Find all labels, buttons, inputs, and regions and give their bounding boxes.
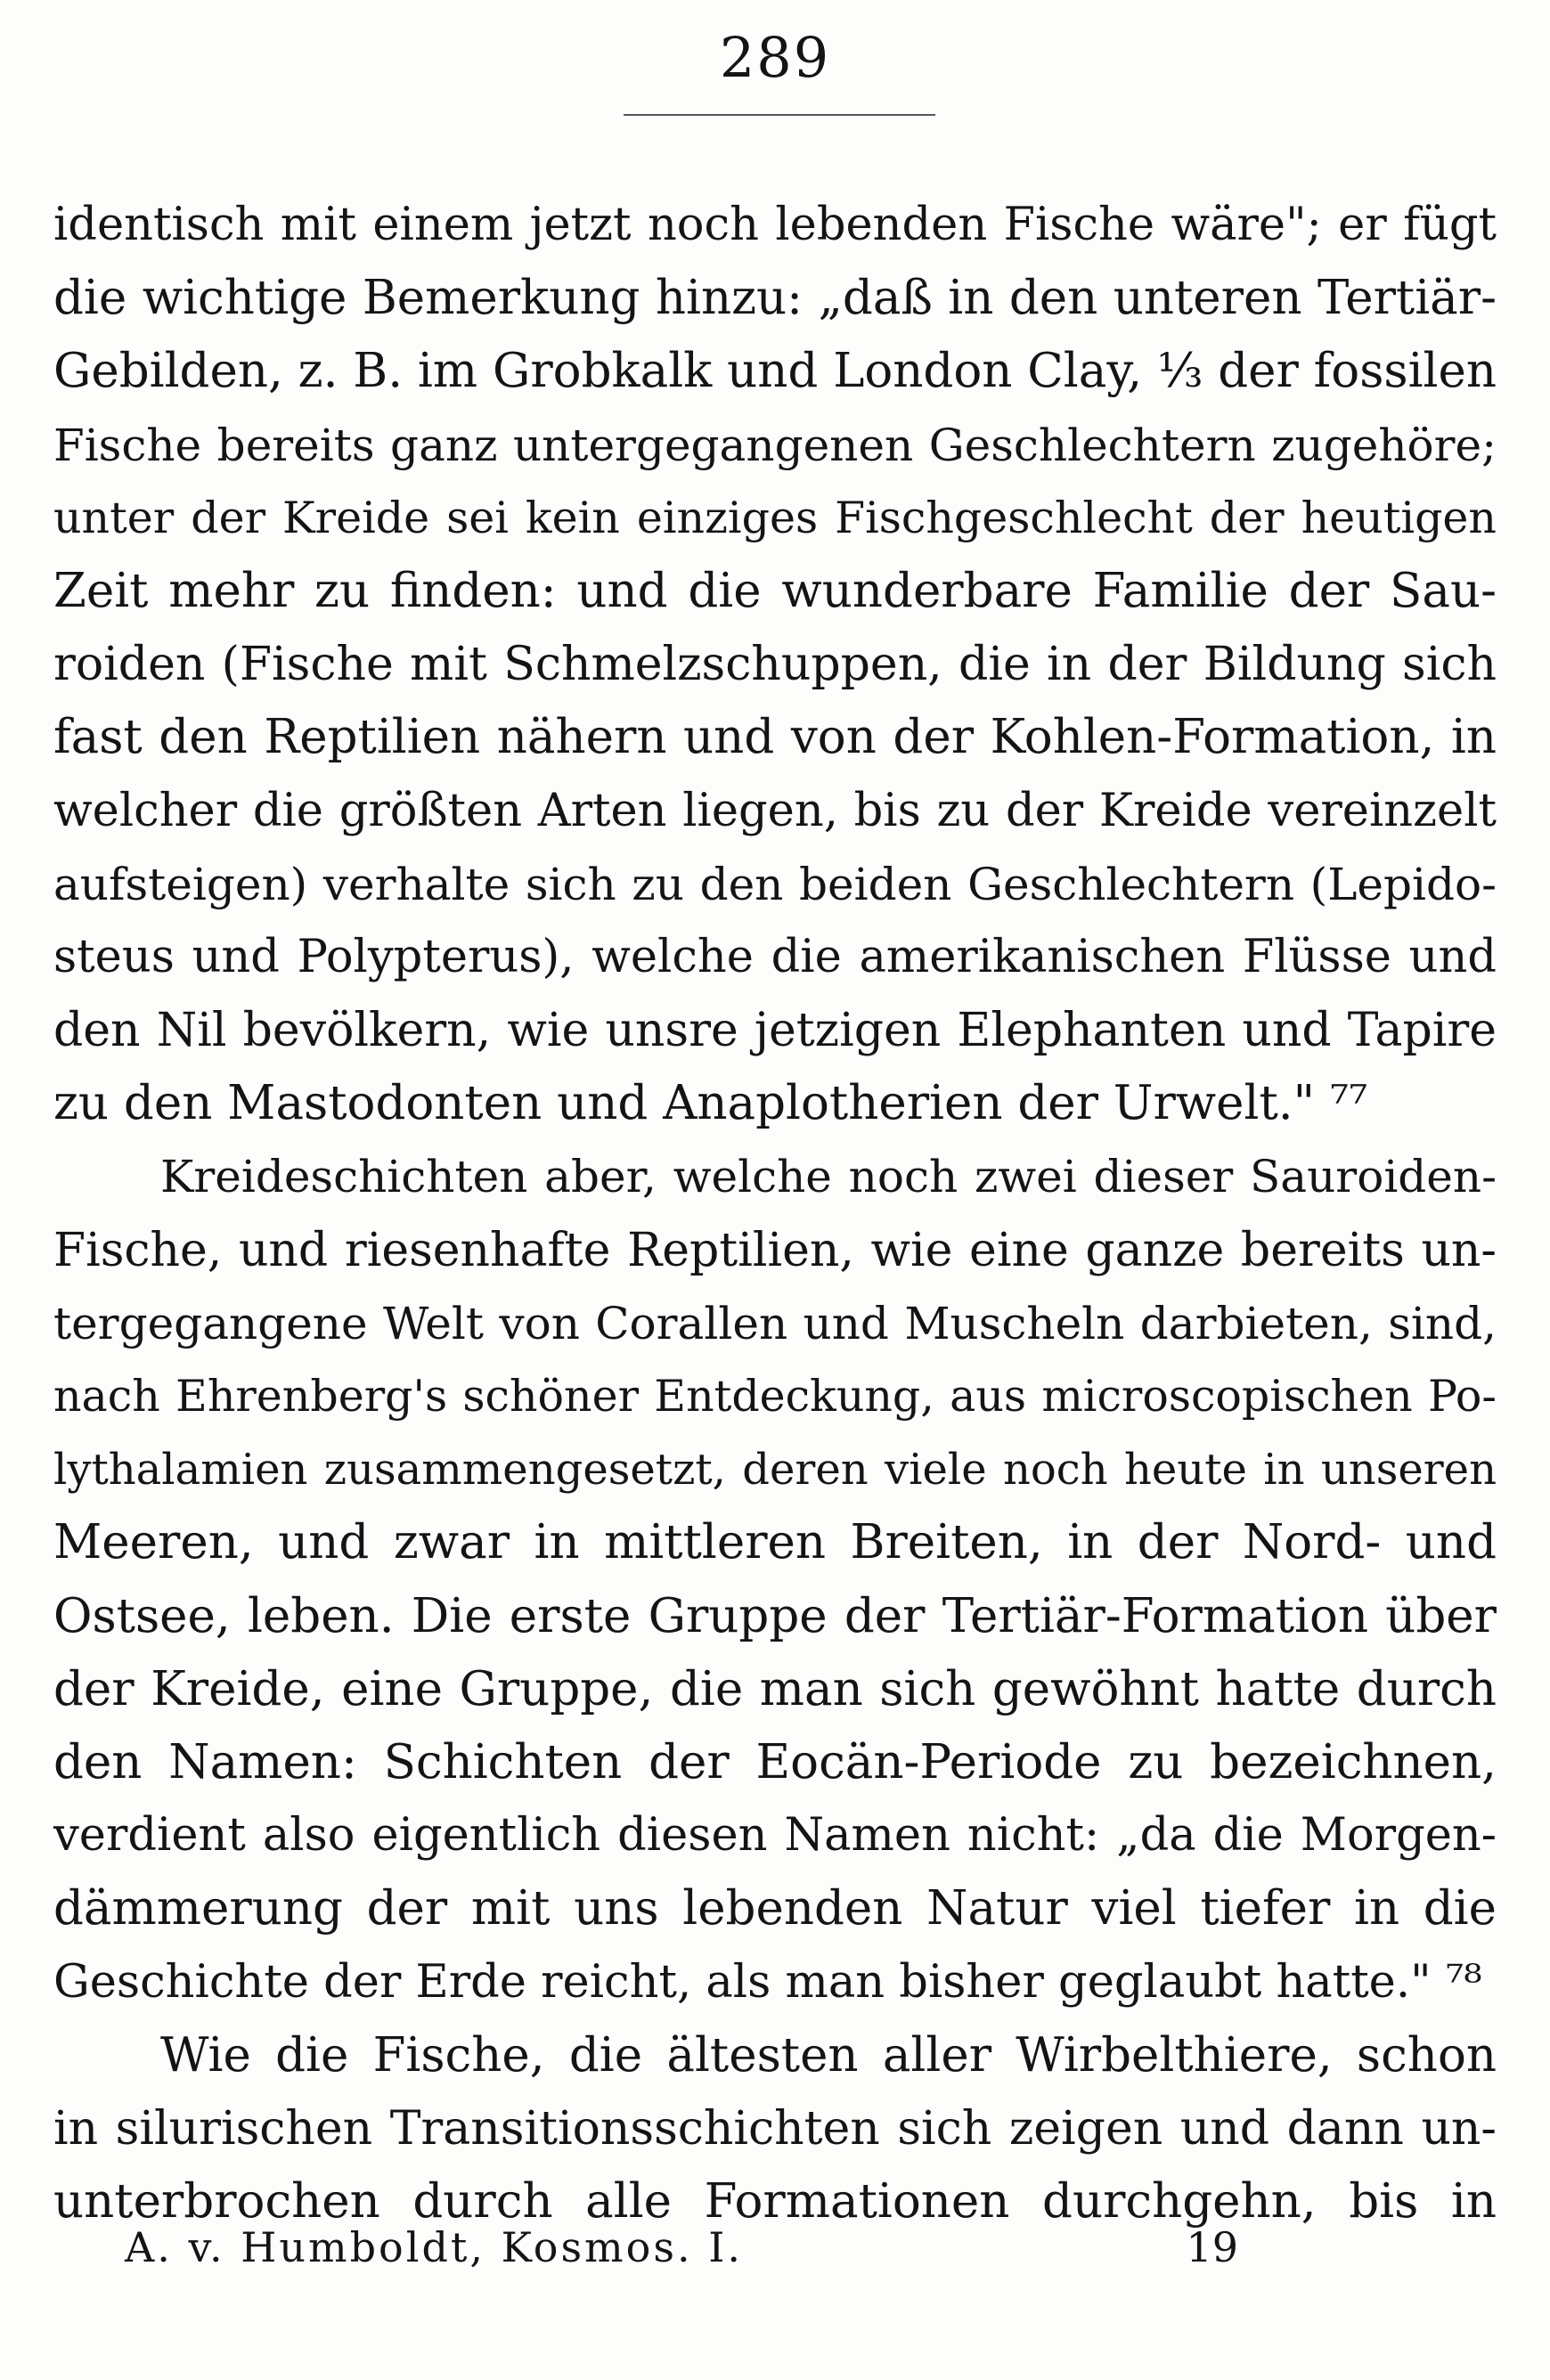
text-line: unterbrochen durch alle Formationen durchgehn, bis in [53, 2174, 1497, 2229]
text-line: Zeit mehr zu finden: und die wunderbare Familie der Sau- [53, 563, 1497, 618]
text-line: steus und Polypterus), welche die amerikanischen Flüsse und [53, 930, 1497, 983]
text-line: die wichtige Bemerkung hinzu: „daß in den unteren Tertiär- [53, 271, 1497, 326]
text-line: Geschichte der Erde reicht, als man bisher geglaubt hatte." ⁷⁸ [53, 1955, 1482, 2009]
text-line: aufsteigen) verhalte sich zu den beiden Geschlechtern (Lepido- [53, 858, 1497, 910]
text-line: den Namen: Schichten der Eocän-Periode zu bezeichnen, [53, 1734, 1497, 1789]
text-line: zu den Mastodonten und Anaplotherien der Urwelt." ⁷⁷ [53, 1076, 1368, 1131]
text-line: Fische, und riesenhafte Reptilien, wie eine ganze bereits un- [53, 1223, 1497, 1277]
page-footer [125, 2223, 1238, 2271]
body-text [53, 189, 1497, 2238]
text-line: Ostsee, leben. Die erste Gruppe der Tertiär-Formation über [53, 1588, 1497, 1643]
text-line: Wie die Fische, die ältesten aller Wirbelthiere, schon [160, 2027, 1497, 2082]
text-line: verdient also eigentlich diesen Namen nicht: „da die Morgen- [53, 1809, 1497, 1862]
text-line: fast den Reptilien nähern und von der Kohlen-Formation, in [53, 710, 1497, 765]
text-line: Gebilden, z. B. im Grobkalk und London Clay, ⅓ der fossilen [53, 344, 1497, 399]
header-rule [624, 114, 935, 116]
text-line: identisch mit einem jetzt noch lebenden Fische wäre"; er fügt [53, 199, 1497, 251]
page-number: 289 [719, 25, 831, 90]
text-line: den Nil bevölkern, wie unsre jetzigen Elephanten und Tapire [53, 1004, 1497, 1058]
text-line: dämmerung der mit uns lebenden Natur viel tiefer in die [53, 1881, 1497, 1936]
text-line: nach Ehrenberg's schöner Entdeckung, aus microscopischen Po- [53, 1371, 1497, 1422]
signature-mark: A. v. Humboldt, Kosmos. I. [125, 2223, 744, 2271]
text-line: Meeren, und zwar in mittleren Breiten, in der Nord- und [53, 1515, 1497, 1570]
text-line: der Kreide, eine Gruppe, die man sich gewöhnt hatte durch [53, 1661, 1497, 1716]
text-line: in silurischen Transitionsschichten sich zeigen und dann un- [53, 2101, 1497, 2156]
text-line: unter der Kreide sei kein einziges Fischgeschlecht der heutigen [53, 492, 1497, 543]
text-line: welcher die größten Arten liegen, bis zu der Kreide vereinzelt [53, 784, 1497, 837]
text-line: lythalamien zusammengesetzt, deren viele noch heute in unseren [53, 1445, 1497, 1496]
text-line: Fische bereits ganz untergegangenen Geschlechtern zugehöre; [53, 419, 1497, 471]
text-line: tergegangene Welt von Corallen und Muscheln darbieten, sind, [53, 1297, 1497, 1349]
text-line: Kreideschichten aber, welche noch zwei dieser Sauroiden- [160, 1151, 1497, 1203]
text-line: roiden (Fische mit Schmelzschuppen, die in der Bildung sich [53, 638, 1497, 692]
sheet-number: 19 [1186, 2223, 1238, 2271]
